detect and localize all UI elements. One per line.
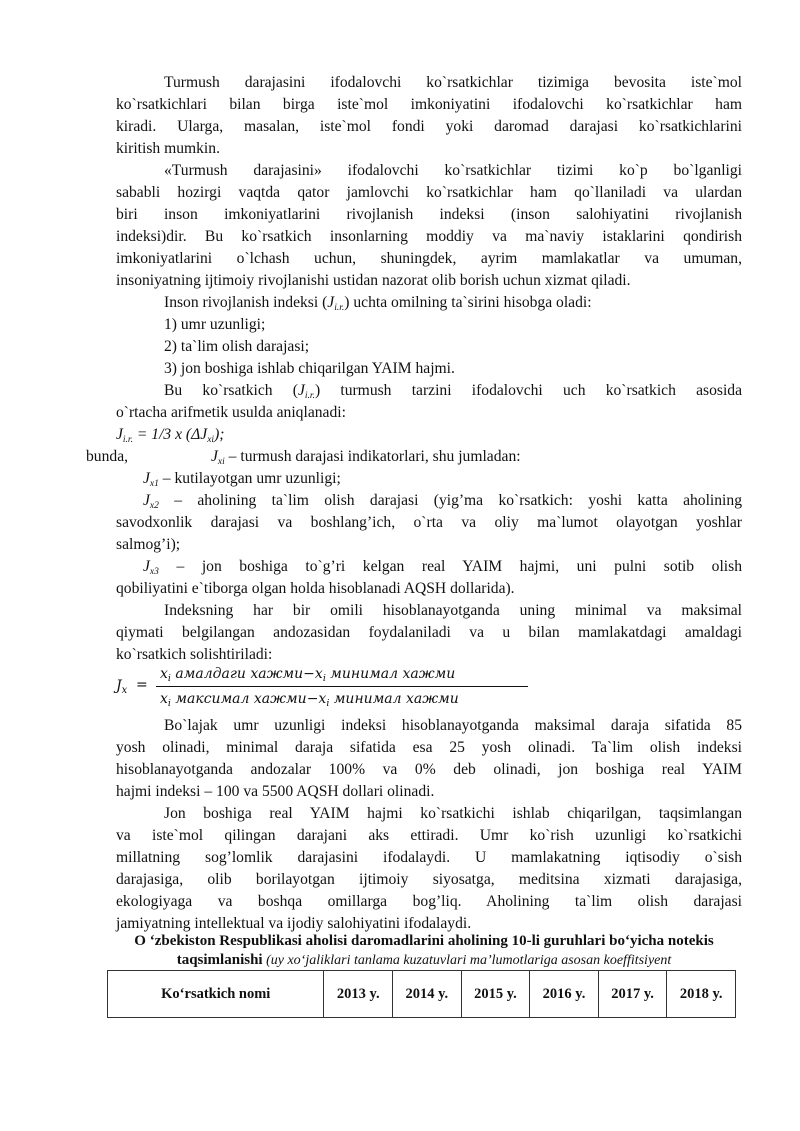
paragraph-line: Turmush darajasini ifodalovchi ko`rsatkichlar tizimiga bevosita iste`mol [164,74,742,91]
definition-x1: $J_{x1}$ – kutilayotgan umr uzunligi; [143,470,341,489]
paragraph-line: qobiliyatini e`tiborga olgan holda hisoblanadi AQSH dollarida). [116,580,515,597]
table-caption-line1: O ‘zbekiston Respublikasi aholisi daromadlarini aholining 10-li guruhlari bo‘yicha notekis [134,933,714,949]
paragraph-line: sababli hozirgi vaqtda qator jamlovchi ko`rsatkichlar ham qo`llaniladi va ulardan [116,184,742,201]
hdi-formula: $J_{i.r.} = 1/3$ x $(\Delta J_{xi})$; [116,426,225,445]
table-header-cell: 2016 y. [530,971,599,1018]
paragraph-line: o`rtacha arifmetik usulda aniqlanadi: [116,404,346,421]
table-header-cell: Ko‘rsatkich nomi [108,971,324,1018]
paragraph-line: jamiyatning intellektual va ijodiy salohiyatini ifodalaydi. [116,915,472,932]
definition-main: $J_{xi}$ – turmush darajasi indikatorlari, shu jumladan: [211,448,521,467]
paragraph-line: biri inson imkoniyatlarini rivojlanish indeksi (inson salohiyatini rivojlanish [116,206,742,223]
table-header-cell: 2013 y. [324,971,393,1018]
definition-x3: $J_{x3}$ – jon boshiga to`g’ri kelgan real YAIM hajmi, uni pulni sotib olish [143,558,742,577]
paragraph-line: hajmi indeksi – 100 va 5500 AQSH dollari olinadi. [116,783,435,800]
paragraph-line: insoniyatning ijtimoiy rivojlanishi ustidan nazorat olib borish uchun xizmat qiladi. [116,272,631,289]
paragraph-line: Jon boshiga real YAIM hajmi ko`rsatkichi ishlab chiqarilgan, taqsimlangan [164,805,742,822]
table-caption-line2: taqsimlanishi (uy xo‘jaliklari tanlama kuzatuvlari ma’lumotlariga asosan koeffitsiyent [176,952,672,968]
income-table [107,970,736,1018]
fraction-numerator: $x_i$ амалдаги $хажми-x_i$ минимал хажми [160,666,456,684]
list-item: 2) ta`lim olish darajasi; [164,338,310,355]
list-item: 3) jon boshiga ishlab chiqarilgan YAIM hajmi. [164,360,455,377]
paragraph-line: «Turmush darajasini» ifodalovchi ko`rsatkichlar tizimi ko`p bo`lganligi [164,162,742,179]
hdi-intro: Inson rivojlanish indeksi $(J_{i.r.})$ uchta omilning ta`sirini hisobga oladi: [164,294,592,313]
table-header-row [108,971,736,1018]
fraction-denominator: $x_i$ максимал $хажми-x_i$ минимал хажми [160,691,459,709]
paragraph-line: ko`rsatkichlari bilan birga iste`mol imkoniyatini ifodalovchi ko`rsatkichlar ham [116,96,742,113]
definition-x2: $J_{x2}$ – aholining ta`lim olish darajasi (yig’ma ko`rsatkich: yoshi katta aholining [143,492,742,511]
paragraph-line: yosh olinadi, minimal daraja sifatida esa 25 yosh olinadi. Ta`lim olish indeksi [116,739,742,756]
paragraph-line: millatning sog’lomlik darajasini ifodalaydi. U mamlakatning iqtisodiy o`sish [116,849,742,866]
paragraph-line: kiradi. Ularga, masalan, iste`mol fondi yoki daromad darajasi ko`rsatkichlarini [116,118,742,135]
paragraph-line: indeksi)dir. Bu ko`rsatkich insonlarning moddiy va ma`naviy istaklarini qondirish [116,228,742,245]
table-header-cell: 2018 y. [667,971,736,1018]
paragraph-line: hisoblanayotganda andozalar 100% va 0% deb olinadi, jon boshiga real YAIM [116,761,742,778]
paragraph-line: ko`rsatkich solishtiriladi: [116,646,273,663]
paragraph-line: Indeksning har bir omili hisoblanayotganda uning minimal va maksimal [164,602,742,619]
paragraph-line: ekologiyaga va boshqa omillarga bog’liq. Aholining ta`lim olish darajasi [116,893,742,910]
bunda-label: bunda, [86,448,129,465]
table-header-cell: 2014 y. [393,971,462,1018]
table-header-cell: 2017 y. [598,971,667,1018]
table-header-cell: 2015 y. [461,971,530,1018]
paragraph-line: kiritish mumkin. [116,140,220,157]
paragraph-line: qiymati belgilangan andozasidan foydalaniladi va u bilan mamlakatdagi amaldagi [116,624,742,641]
list-item: 1) umr uzunligi; [164,316,266,333]
index-formula: $J_x$ = $x_i$ амалдаги $хажми-x_i$ минимал хажми $x_i$ максимал $хажми-x_i$ минимал хажми [116,664,516,708]
fraction-bar [156,686,528,687]
paragraph-line: salmog’i); [116,536,181,553]
hdi-calc: Bu ko`rsatkich $(J_{i.r.})$ turmush tarzini ifodalovchi uch ko`rsatkich asosida [164,382,742,401]
paragraph-line: imkoniyatlarini o`lchash uchun, shuningdek, ayrim mamlakatlar va umuman, [116,250,742,267]
paragraph-line: savodxonlik darajasi va boshlang’ich, o`rta va oliy ma`lumot olayotgan yoshlar [116,514,742,531]
paragraph-line: va iste`mol qilingan darajani aks ettiradi. Umr ko`rish uzunligi ko`rsatkichi [116,827,742,844]
paragraph-line: darajasiga, olib borilayotgan ijtimoiy siyosatga, meditsina xizmati darajasiga, [116,871,742,888]
paragraph-line: Bo`lajak umr uzunligi indeksi hisoblanayotganda maksimal daraja sifatida 85 [164,717,742,734]
